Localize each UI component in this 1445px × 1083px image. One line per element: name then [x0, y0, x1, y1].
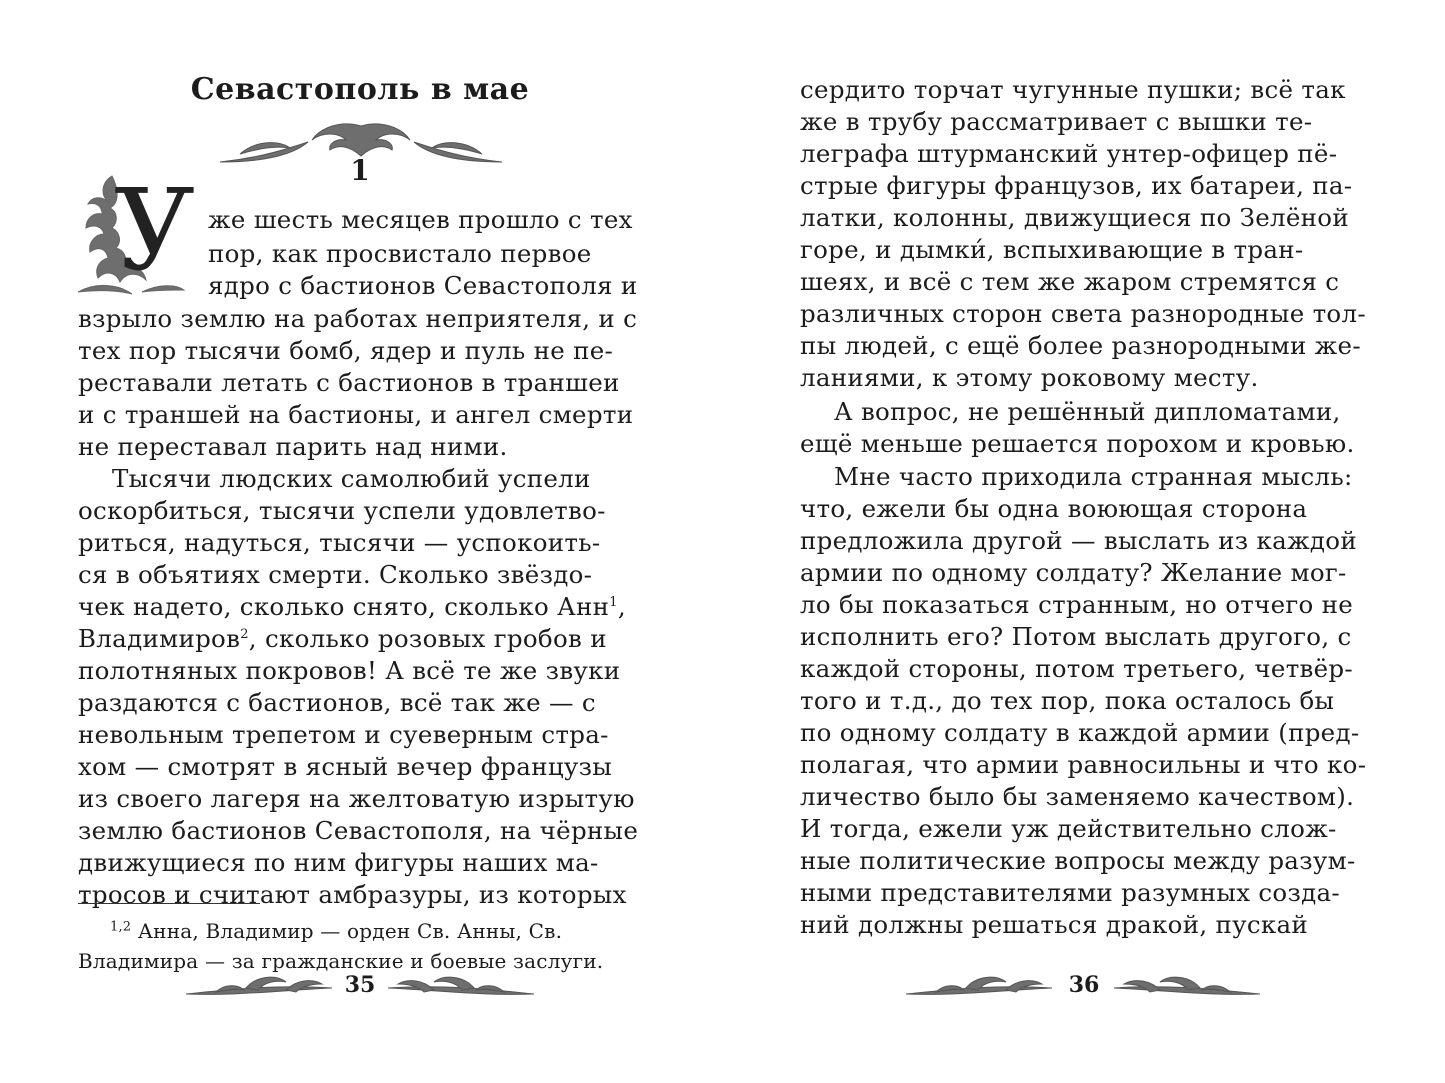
text-line: не переставал парить над ними. — [78, 432, 508, 461]
right-page — [720, 0, 1445, 1083]
page-number-ornament-left-icon — [906, 972, 1056, 1002]
text-line: того и т.д., до тех пор, пока осталось бы — [800, 686, 1335, 715]
text-line: реставали летать с бастионов в траншеи — [78, 368, 620, 397]
page-number-ornament-left-icon — [186, 972, 336, 1002]
text-line: ядро с бастионов Севастополя и — [208, 271, 638, 300]
text-line: Мне часто приходила странная мысль: — [834, 462, 1353, 491]
text-line: А вопрос, не решённый дипломатами, — [834, 397, 1341, 426]
text-line: оскорбиться, тысячи успели удовлетво- — [78, 496, 606, 525]
text-line: ещё меньше решается порохом и кровью. — [800, 429, 1355, 458]
text-line: взрыло землю на работах неприятеля, и с — [78, 304, 638, 333]
text-line: ными представителями разумных созда- — [800, 878, 1341, 907]
text-line: горе, и дымки́, вспыхивающие в тран- — [800, 235, 1304, 264]
page-number: 36 — [1068, 972, 1100, 998]
text-line: хом — смотрят в ясный вечер французы — [78, 752, 613, 781]
text-line: пор, как просвистало первое — [208, 239, 592, 268]
text-line: из своего лагеря на желтоватую изрытую — [78, 784, 635, 813]
footnote-mark-1: 1 — [609, 594, 618, 610]
text-line: ний должны решаться дракой, пускай — [800, 910, 1309, 939]
line-text: , сколько розовых гробов и — [248, 624, 607, 653]
text-line: пы людей, с ещё более разнородными же- — [800, 331, 1361, 360]
page-number: 35 — [344, 972, 376, 998]
line-text: чек надето, сколько снято, сколько Анн — [78, 592, 610, 621]
footnote-line: Владимира — за гражданские и боевые заслуги. — [78, 949, 604, 973]
chapter-number: 1 — [350, 154, 370, 187]
text-line: по одному солдату в каждой армии (пред- — [800, 718, 1360, 747]
text-line: ло бы показаться странным, но отчего не — [800, 590, 1354, 619]
text-line: полотняных покровов! А всё те же звуки — [78, 656, 621, 685]
drop-cap-letter: У — [114, 166, 195, 296]
text-line: сердито торчат чугунные пушки; всё так — [800, 75, 1346, 104]
text-line: различных сторон света разнородные тол- — [800, 299, 1366, 328]
text-line: шеях, и всё с тем же жаром стремятся с — [800, 267, 1340, 296]
footnote-mark-1-2: 1,2 — [110, 919, 132, 935]
chapter-title: Севастополь в мае — [190, 72, 530, 107]
text-line: каждой стороны, потом третьего, четвёр- — [800, 654, 1353, 683]
text-line: армии по одному солдату? Желание мог- — [800, 558, 1347, 587]
text-line: же в трубу рассматривает с вышки те- — [800, 107, 1313, 136]
text-line: что, ежели бы одна воюющая сторона — [800, 494, 1308, 523]
text-line: И тогда, ежели уж действительно слож- — [800, 814, 1337, 843]
text-line: тросов и считают амбразуры, из которых — [78, 880, 627, 909]
line-text: Владимиров — [78, 624, 241, 653]
text-line: предложила другой — выслать из каждой — [800, 526, 1357, 555]
text-line: ные политические вопросы между разум- — [800, 846, 1356, 875]
text-line: леграфа штурманский унтер-офицер пё- — [800, 139, 1338, 168]
footnote-text: Анна, Владимир — орден Св. Анны, Св. — [131, 919, 563, 943]
text-line: латки, колонны, движущиеся по Зелёной — [800, 203, 1349, 232]
text-line: движущиеся по ним фигуры наших ма- — [78, 848, 599, 877]
text-line: риться, надуться, тысячи — успокоить- — [78, 528, 601, 557]
text-line: раздаются с бастионов, всё так же — с — [78, 688, 596, 717]
text-line: же шесть месяцев прошло с тех — [208, 205, 633, 234]
left-page — [0, 0, 720, 1083]
footnote-mark-2: 2 — [240, 626, 249, 642]
footnote-rule — [78, 903, 260, 904]
text-line: и с траншей на бастионы, и ангел смерти — [78, 400, 634, 429]
footnote-line — [110, 916, 562, 946]
drop-cap — [72, 166, 195, 302]
text-line: исполнить его? Потом выслать другого, с — [800, 622, 1352, 651]
text-line: невольным трепетом и суеверным стра- — [78, 720, 609, 749]
text-line: ся в объятиях смерти. Сколько звёздо- — [78, 560, 593, 589]
text-line-with-footnote: чек надето, сколько снято, сколько Анн$^1$, — [78, 592, 626, 621]
text-line: стрые фигуры французов, их батареи, па- — [800, 171, 1353, 200]
text-line: личество было бы заменяемо качеством). — [800, 782, 1355, 811]
page-number-ornament-right-icon — [1110, 972, 1260, 1002]
text-line: полагая, что армии равносильны и что ко- — [800, 750, 1367, 779]
text-line: Тысячи людских самолюбий успели — [112, 464, 591, 493]
text-line: землю бастионов Севастополя, на чёрные — [78, 816, 639, 845]
text-line-with-footnote — [78, 623, 607, 655]
text-line: ланиями, к этому роковому месту. — [800, 363, 1259, 392]
text-line: тех пор тысячи бомб, ядер и пуль не пе- — [78, 336, 614, 365]
page-number-ornament-right-icon — [384, 972, 534, 1002]
